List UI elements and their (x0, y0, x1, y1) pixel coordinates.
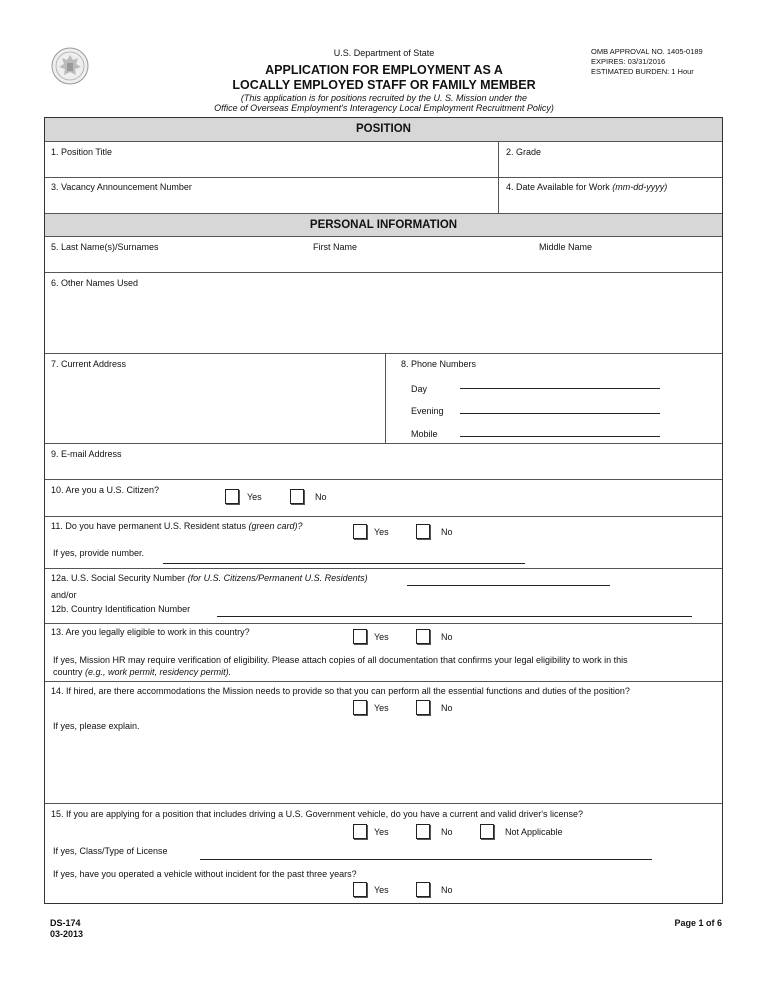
form-subtitle-line1: (This application is for positions recruited by the U. S. Mission under the (240, 93, 528, 103)
q15-incident-yes-checkbox[interactable] (353, 882, 367, 897)
q10-label: 10. Are you a U.S. Citizen? (51, 485, 160, 495)
omb-burden: ESTIMATED BURDEN: 1 Hour (591, 67, 694, 76)
q11-yes-checkbox[interactable] (353, 524, 367, 539)
q15-yes-checkbox[interactable] (353, 824, 367, 839)
q12a-line[interactable] (407, 585, 610, 586)
q10-yes-label: Yes (247, 492, 262, 502)
q13-yes-checkbox[interactable] (353, 629, 367, 644)
q14-label: 14. If hired, are there accommodations the Mission needs to provide so that you can perform all the essential functions and duties of the position? (51, 686, 630, 696)
position-title-label: 1. Position Title (51, 147, 113, 157)
phone-day-line[interactable] (460, 388, 660, 389)
q13-label: 13. Are you legally eligible to work in this country? (51, 627, 250, 637)
last-name-label: 5. Last Name(s)/Surnames (51, 242, 159, 252)
phone-mobile-line[interactable] (460, 436, 660, 437)
q10-yes-checkbox[interactable] (225, 489, 239, 504)
form-date: 03-2013 (50, 929, 84, 939)
q15-incident-label: If yes, have you operated a vehicle without incident for the past three years? (53, 869, 357, 879)
q15-class-line[interactable] (200, 859, 652, 860)
q15-no-label: No (441, 827, 453, 837)
phone-day-label: Day (411, 384, 428, 394)
q12a-note: (for U.S. Citizens/Permanent U.S. Residents) (187, 573, 368, 583)
phone-numbers-label: 8. Phone Numbers (401, 359, 477, 369)
q10-no-checkbox[interactable] (290, 489, 304, 504)
first-name-label: First Name (313, 242, 358, 252)
form-subtitle-line2: Office of Overseas Employment's Interagency Local Employment Recruitment Policy) (214, 103, 554, 113)
omb-approval: OMB APPROVAL NO. 1405-0189 (591, 47, 703, 56)
q13-no-label: No (441, 632, 453, 642)
form-title-line2: LOCALLY EMPLOYED STAFF OR FAMILY MEMBER (232, 78, 536, 92)
q14-no-label: No (441, 703, 453, 713)
q10-no-label: No (315, 492, 327, 502)
q15-incident-yes-label: Yes (374, 885, 389, 895)
phone-evening-label: Evening (411, 406, 444, 416)
q13-yes-label: Yes (374, 632, 389, 642)
application-form (44, 117, 723, 904)
vacancy-label: 3. Vacancy Announcement Number (51, 182, 192, 192)
q13-note-line2: country (e.g., work permit, residency permit). (53, 667, 232, 677)
q14-yes-label: Yes (374, 703, 389, 713)
email-label: 9. E-mail Address (51, 449, 122, 459)
q15-yes-label: Yes (374, 827, 389, 837)
q15-no-checkbox[interactable] (416, 824, 430, 839)
q11-number-label: If yes, provide number. (53, 548, 145, 558)
omb-info (591, 47, 703, 77)
date-format-hint: (mm-dd-yyyy) (612, 182, 668, 192)
q11-label: 11. Do you have permanent U.S. Resident status (green card)? (51, 521, 303, 531)
q14-yes-checkbox[interactable] (353, 700, 367, 715)
q11-number-line[interactable] (163, 563, 525, 564)
grade-label: 2. Grade (506, 147, 542, 157)
q11-yes-label: Yes (374, 527, 389, 537)
q11-no-checkbox[interactable] (416, 524, 430, 539)
q13-note-line1: If yes, Mission HR may require verification of eligibility. Please attach copies of all documentation that confirms your legal eligibility to work in this (53, 655, 628, 665)
page-number: Page 1 of 6 (674, 918, 722, 928)
q12b-line[interactable] (217, 616, 692, 617)
and-or-label: and/or (51, 590, 77, 600)
q12a-label: 12a. U.S. Social Security Number (for U.S. Citizens/Permanent U.S. Residents) (51, 573, 368, 583)
q15-na-label: Not Applicable (505, 827, 563, 837)
other-names-label: 6. Other Names Used (51, 278, 139, 288)
phone-evening-line[interactable] (460, 413, 660, 414)
q15-incident-no-checkbox[interactable] (416, 882, 430, 897)
section-position-header: POSITION (45, 118, 722, 141)
form-title-line1: APPLICATION FOR EMPLOYMENT AS A (265, 63, 503, 77)
phone-mobile-label: Mobile (411, 429, 438, 439)
department-name: U.S. Department of State (333, 48, 435, 58)
q11-no-label: No (441, 527, 453, 537)
form-number-block (50, 918, 83, 940)
q14-explain-label: If yes, please explain. (53, 721, 140, 731)
section-personal-header: PERSONAL INFORMATION (45, 214, 722, 237)
q11-green-card: (green card)? (248, 521, 303, 531)
middle-name-label: Middle Name (539, 242, 593, 252)
q14-no-checkbox[interactable] (416, 700, 430, 715)
q13-note (53, 654, 713, 678)
current-address-label: 7. Current Address (51, 359, 127, 369)
q15-class-label: If yes, Class/Type of License (53, 846, 168, 856)
q12b-label: 12b. Country Identification Number (51, 604, 191, 614)
q15-na-checkbox[interactable] (480, 824, 494, 839)
q15-incident-no-label: No (441, 885, 453, 895)
q13-no-checkbox[interactable] (416, 629, 430, 644)
omb-expires: EXPIRES: 03/31/2016 (591, 57, 666, 66)
date-available-label: 4. Date Available for Work (mm-dd-yyyy) (506, 182, 668, 192)
form-number: DS-174 (50, 918, 81, 928)
q15-label: 15. If you are applying for a position that includes driving a U.S. Government vehicle, do you have a current and valid driver's license? (51, 809, 584, 819)
